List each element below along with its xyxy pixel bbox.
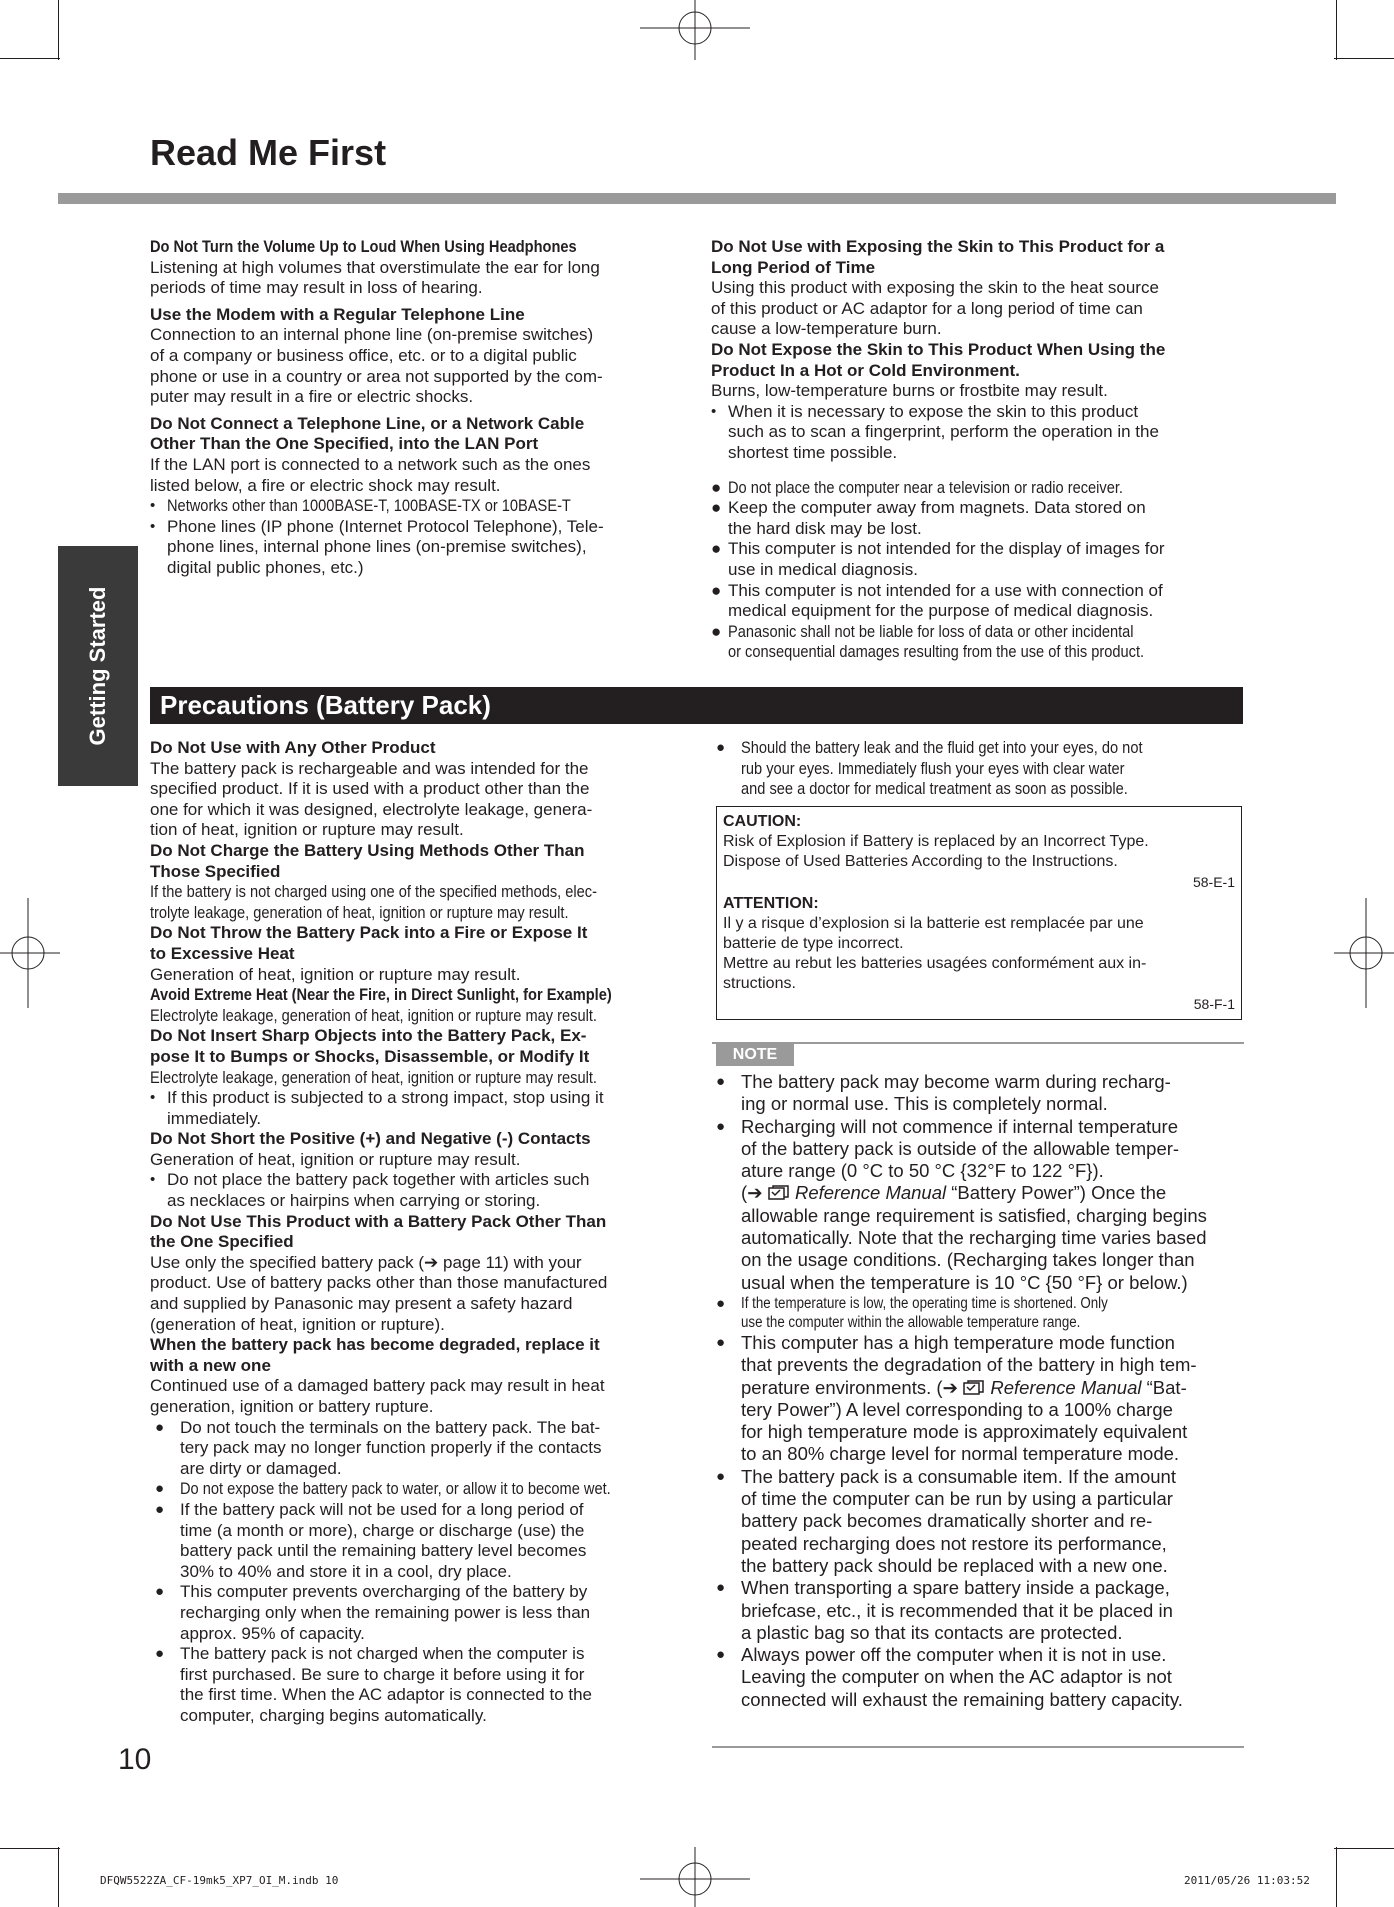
crop-mark (1336, 0, 1337, 60)
note-text: the battery pack should be replaced with a new one. (741, 1554, 1168, 1576)
list-item (711, 622, 1247, 663)
list-item-text: rub your eyes. Immediately flush your eyes with clear water (741, 758, 1125, 778)
footer-file-info: DFQW5522ZA_CF-19mk5_XP7_OI_M.indb 10 (100, 1874, 339, 1887)
body-text: one for which it was designed, electrolyte leakage, genera- (150, 799, 593, 819)
list-item-text: The battery pack is not charged when the computer is (180, 1644, 585, 1664)
note-item (711, 1466, 1247, 1577)
circle-bullet-icon: ● (711, 498, 722, 518)
list-item-text: Keep the computer away from magnets. Data stored on (728, 498, 1146, 518)
note-text: of time the computer can be run by using a particular (741, 1488, 1173, 1510)
note-item (711, 1332, 1247, 1466)
note-text: of the battery pack is outside of the allowable temper- (741, 1137, 1180, 1159)
note-text: a plastic bag so that its contacts are protected. (741, 1621, 1123, 1643)
section-heading: Do Not Insert Sharp Objects into the Battery Pack, Ex- (150, 1026, 587, 1046)
list-item-text: battery pack until the remaining battery level becomes (180, 1541, 587, 1561)
body-text: The battery pack is rechargeable and was intended for the (150, 758, 589, 778)
bullet-dot-icon: • (150, 1089, 156, 1107)
note-text: that prevents the degradation of the battery in high tem- (741, 1354, 1197, 1376)
note-text: connected will exhaust the remaining battery capacity. (741, 1688, 1183, 1710)
section-heading: Do Not Use with Any Other Product (150, 738, 436, 757)
note-ref-prefix: perature environments. (➔ (741, 1376, 964, 1398)
section-heading: Do Not Charge the Battery Using Methods Other Than (150, 840, 585, 860)
list-item (150, 1500, 686, 1582)
circle-bullet-list (711, 478, 1247, 663)
section-heading: Product In a Hot or Cold Environment. (711, 360, 1020, 380)
crop-mark (58, 0, 59, 60)
note-text: ing or normal use. This is completely normal. (741, 1093, 1108, 1115)
reference-manual-icon (963, 1380, 985, 1396)
circle-bullet-icon: ● (716, 1333, 726, 1351)
body-text: Use only the specified battery pack (➔ page 11) with your (150, 1252, 582, 1272)
note-text: Leaving the computer on when the AC adaptor is not (741, 1666, 1172, 1688)
body-text: product. Use of battery packs other than those manufactured (150, 1273, 608, 1293)
list-item (150, 1170, 686, 1211)
circle-bullet-icon: ● (711, 621, 722, 641)
section-heading: Avoid Extreme Heat (Near the Fire, in Direct Sunlight, for Example) (150, 985, 612, 1005)
list-item-text: digital public phones, etc.) (167, 557, 364, 577)
list-item (150, 1418, 686, 1480)
note-text: automatically. Note that the recharging time varies based (741, 1227, 1207, 1249)
crop-mark (0, 1848, 60, 1849)
list-item-text: 30% to 40% and store it in a cool, dry place. (180, 1561, 512, 1581)
list-item-text: and see a doctor for medical treatment as soon as possible. (741, 779, 1128, 799)
circle-bullet-icon: ● (716, 1073, 726, 1090)
section-heading: Those Specified (150, 861, 281, 881)
section-title: Precautions (Battery Pack) (160, 690, 491, 720)
list-item-text: Should the battery leak and the fluid get into your eyes, do not (741, 738, 1143, 757)
list-item-text: time (a month or more), charge or discharge (use) the (180, 1520, 585, 1540)
list-item-text: the hard disk may be lost. (728, 518, 922, 538)
note-list (711, 1071, 1247, 1711)
section-heading: to Excessive Heat (150, 943, 295, 963)
section-heading: Use the Modem with a Regular Telephone Line (150, 304, 525, 324)
caution-text: Risk of Explosion if Battery is replaced by an Incorrect Type. (723, 833, 1149, 850)
note-ref-rest: “Battery Power”) Once the (946, 1182, 1167, 1204)
circle-bullet-icon: ● (716, 1579, 726, 1597)
body-text: of this product or AC adaptor for a long period of time can (711, 298, 1143, 318)
section-heading: Do Not Connect a Telephone Line, or a Network Cable (150, 413, 585, 433)
crop-mark (0, 58, 60, 59)
body-text: (generation of heat, ignition or rupture). (150, 1314, 445, 1334)
note-text: battery pack becomes dramatically shorter and re- (741, 1510, 1153, 1532)
note-item (711, 1577, 1247, 1644)
section-heading: Do Not Expose the Skin to This Product When Using the (711, 339, 1166, 359)
circle-bullet-icon: ● (716, 1646, 726, 1664)
body-text: specified product. If it is used with a product other than the (150, 779, 590, 799)
list-item-text: Do not place the battery pack together with articles such (167, 1170, 590, 1190)
note-item (711, 1644, 1247, 1711)
list-item-text: as necklaces or hairpins when carrying or storing. (167, 1191, 541, 1211)
note-text: to an 80% charge level for normal temperature mode. (741, 1443, 1180, 1465)
bullet-list (150, 1170, 686, 1211)
battery-left-column (150, 738, 686, 1727)
list-item-text: Panasonic shall not be liable for loss of data or other incidental (728, 621, 1134, 641)
body-text: Electrolyte leakage, generation of heat, ignition or rupture may result. (150, 1005, 597, 1025)
circle-bullet-icon: ● (155, 1418, 165, 1436)
circle-bullet-icon: ● (716, 1467, 726, 1485)
caution-code: 58-E-1 (1192, 874, 1235, 890)
attention-title: ATTENTION: (723, 895, 819, 912)
list-item (711, 539, 1247, 580)
section-heading: Long Period of Time (711, 257, 876, 277)
list-item-text: use in medical diagnosis. (728, 559, 918, 579)
section-heading: Do Not Use with Exposing the Skin to This Product for a (711, 237, 1165, 256)
list-item-text: If this product is subjected to a strong impact, stop using it (167, 1088, 604, 1108)
top-left-column (150, 237, 686, 579)
note-ref-rest: “Bat- (1141, 1376, 1187, 1398)
section-heading: with a new one (150, 1355, 271, 1375)
list-item-text: This computer prevents overcharging of the battery by (180, 1582, 588, 1602)
circle-bullet-icon: ● (155, 1645, 165, 1663)
list-item-text: This computer is not intended for the display of images for (728, 539, 1165, 559)
body-text: Connection to an internal phone line (on-premise switches) (150, 325, 594, 345)
list-item-text: medical equipment for the purpose of medical diagnosis. (728, 601, 1154, 621)
list-item-text: Do not expose the battery pack to water, or allow it to become wet. (180, 1479, 611, 1499)
body-text: generation, ignition or battery rupture. (150, 1397, 434, 1416)
crop-mark (1334, 58, 1394, 59)
note-item (711, 1071, 1247, 1116)
note-text: peated recharging does not restore its performance, (741, 1532, 1167, 1554)
note-text: ature range (0 °C to 50 °C {32°F to 122 °F}). (741, 1160, 1104, 1182)
title-rule (58, 193, 1336, 204)
note-ref-title: Reference Manual (794, 1182, 947, 1204)
list-item (150, 517, 686, 579)
note-text: Always power off the computer when it is not in use. (741, 1644, 1167, 1666)
bullet-dot-icon: • (711, 402, 717, 420)
list-item (150, 1088, 686, 1129)
note-ref-line (741, 1182, 1247, 1204)
note-text: When transporting a spare battery inside a package, (741, 1577, 1170, 1599)
list-item (711, 498, 1247, 539)
body-text: Using this product with exposing the skin to the heat source (711, 278, 1159, 298)
body-text: Electrolyte leakage, generation of heat, ignition or rupture may result. (150, 1067, 597, 1087)
top-right-column (711, 237, 1247, 663)
circle-bullet-icon: ● (155, 1480, 165, 1498)
list-item-text: tery pack may no longer function properly if the contacts (180, 1438, 602, 1458)
list-item-text: If the battery pack will not be used for a long period of (180, 1499, 584, 1519)
note-ref-line (741, 1377, 1247, 1399)
bullet-list (150, 496, 686, 578)
section-heading: the One Specified (150, 1232, 294, 1252)
attention-text: Mettre au rebut les batteries usagées conformément aux in- (723, 955, 1147, 972)
list-item-text: shortest time possible. (728, 442, 898, 462)
registration-mark-icon (1334, 898, 1394, 1008)
body-text: listed below, a fire or electric shock may result. (150, 475, 501, 495)
attention-code: 58-F-1 (1193, 996, 1235, 1012)
body-text: periods of time may result in loss of hearing. (150, 278, 483, 298)
registration-mark-icon (640, 0, 750, 60)
circle-bullet-icon: ● (155, 1583, 165, 1601)
section-heading: Do Not Throw the Battery Pack into a Fire or Expose It (150, 923, 588, 943)
caution-text: Dispose of Used Batteries According to the Instructions. (723, 853, 1118, 870)
list-item-text: are dirty or damaged. (180, 1458, 342, 1478)
bullet-dot-icon: • (150, 497, 156, 515)
section-heading: Do Not Short the Positive (+) and Negative (-) Contacts (150, 1129, 591, 1149)
caution-box (716, 806, 1242, 1020)
side-tab-label: Getting Started (85, 586, 110, 746)
list-item-text: Phone lines (IP phone (Internet Protocol Telephone), Tele- (167, 516, 604, 536)
bullet-list (150, 1088, 686, 1129)
list-item-text: or consequential damages resulting from the use of this product. (728, 642, 1145, 662)
list-item-text: Do not place the computer near a television or radio receiver. (728, 477, 1123, 497)
note-text: The battery pack may become warm during recharg- (741, 1071, 1171, 1092)
note-text: Recharging will not commence if internal temperature (741, 1115, 1179, 1137)
body-text: puter may result in a fire or electric shocks. (150, 387, 474, 407)
page-title: Read Me First (150, 132, 387, 173)
body-text: phone or use in a country or area not supported by the com- (150, 366, 603, 386)
caution-title: CAUTION: (723, 813, 802, 830)
body-text: cause a low-temperature burn. (711, 319, 942, 339)
note-bottom-rule (712, 1746, 1244, 1748)
list-item-text: When it is necessary to expose the skin to this product (728, 401, 1139, 421)
attention-text: Il y a risque d’explosion si la batterie est remplacée par une (723, 915, 1144, 932)
circle-bullet-list (711, 738, 1247, 800)
body-text: Generation of heat, ignition or rupture may result. (150, 1149, 521, 1169)
crop-mark (1334, 1848, 1394, 1849)
note-text: on the usage conditions. (Recharging takes longer than (741, 1249, 1195, 1271)
body-text: Listening at high volumes that overstimulate the ear for long (150, 257, 600, 277)
note-text: for high temperature mode is approximately equivalent (741, 1421, 1188, 1443)
note-text: tery Power”) A level corresponding to a 100% charge (741, 1398, 1173, 1420)
bullet-dot-icon: • (150, 517, 156, 535)
circle-bullet-icon: ● (711, 580, 722, 600)
battery-right-top (711, 738, 1247, 800)
body-text: of a company or business office, etc. or to a digital public (150, 345, 577, 365)
note-text: usual when the temperature is 10 °C {50 °F} or below.) (741, 1271, 1188, 1293)
circle-bullet-icon: ● (716, 1294, 726, 1312)
list-item-text: first purchased. Be sure to charge it before using it for (180, 1664, 585, 1684)
body-text: Generation of heat, ignition or rupture may result. (150, 964, 521, 984)
list-item-text: recharging only when the remaining power is less than (180, 1602, 591, 1622)
list-item (150, 496, 686, 517)
list-item-text: approx. 95% of capacity. (180, 1623, 365, 1643)
section-heading: When the battery pack has become degraded, replace it (150, 1335, 600, 1355)
note-label: NOTE (716, 1043, 794, 1066)
list-item (711, 581, 1247, 622)
list-item (711, 402, 1247, 464)
list-item (150, 1644, 686, 1726)
note-ref-title: Reference Manual (990, 1376, 1142, 1398)
reference-manual-icon (768, 1185, 790, 1201)
list-item-text: such as to scan a fingerprint, perform the operation in the (728, 422, 1159, 442)
list-item (711, 478, 1247, 499)
bullet-list (711, 402, 1247, 464)
list-item-text: phone lines, internal phone lines (on-premise switches), (167, 537, 587, 557)
list-item (150, 1479, 686, 1500)
circle-bullet-icon: ● (716, 1117, 726, 1135)
note-text: If the temperature is low, the operating time is shortened. Only (741, 1294, 1108, 1312)
attention-text: structions. (723, 975, 796, 992)
registration-mark-icon (640, 1847, 750, 1907)
list-item (711, 738, 1247, 800)
bullet-dot-icon: • (150, 1171, 156, 1189)
circle-bullet-icon: ● (155, 1500, 165, 1518)
list-item-text: immediately. (167, 1108, 262, 1128)
body-text: Burns, low-temperature burns or frostbite may result. (711, 381, 1108, 401)
page-number: 10 (118, 1743, 152, 1776)
list-item-text: Do not touch the terminals on the battery pack. The bat- (180, 1417, 601, 1437)
section-heading: pose It to Bumps or Shocks, Disassemble, or Modify It (150, 1046, 590, 1066)
crop-mark (58, 1847, 59, 1907)
section-header (150, 687, 1243, 724)
body-text: Continued use of a damaged battery pack may result in heat (150, 1376, 605, 1396)
note-text: use the computer within the allowable temperature range. (741, 1313, 1081, 1331)
attention-text: batterie de type incorrect. (723, 935, 904, 952)
circle-bullet-icon: ● (711, 477, 722, 497)
body-text: If the LAN port is connected to a network such as the ones (150, 454, 591, 474)
section-heading: Do Not Use This Product with a Battery Pack Other Than (150, 1211, 607, 1231)
body-text: tion of heat, ignition or rupture may result. (150, 820, 464, 840)
list-item-text: the first time. When the AC adaptor is connected to the (180, 1685, 593, 1705)
note-item (711, 1116, 1247, 1294)
circle-bullet-icon: ● (716, 739, 726, 756)
side-tab (58, 546, 138, 786)
circle-bullet-list (150, 1418, 686, 1727)
body-text: If the battery is not charged using one of the specified methods, elec- (150, 882, 597, 902)
note-text: The battery pack is a consumable item. If the amount (741, 1465, 1176, 1487)
list-item-text: computer, charging begins automatically. (180, 1705, 487, 1725)
crop-mark (1336, 1847, 1337, 1907)
body-text: and supplied by Panasonic may present a safety hazard (150, 1294, 573, 1314)
footer-timestamp: 2011/05/26 11:03:52 (1184, 1874, 1310, 1887)
list-item-text: This computer is not intended for a use with connection of (728, 580, 1163, 600)
body-text: trolyte leakage, generation of heat, ignition or rupture may result. (150, 902, 569, 922)
list-item (150, 1582, 686, 1644)
note-item (711, 1294, 1247, 1332)
section-heading: Other Than the One Specified, into the LAN Port (150, 434, 539, 454)
section-heading: Do Not Turn the Volume Up to Loud When Using Headphones (150, 237, 577, 256)
note-text: briefcase, etc., it is recommended that it be placed in (741, 1599, 1173, 1621)
note-text: allowable range requirement is satisfied, charging begins (741, 1204, 1207, 1226)
list-item-text: Networks other than 1000BASE-T, 100BASE-TX or 10BASE-T (167, 496, 571, 516)
note-list-container (711, 1071, 1247, 1711)
note-text: This computer has a high temperature mode function (741, 1331, 1175, 1353)
note-ref-prefix: (➔ (741, 1182, 768, 1204)
circle-bullet-icon: ● (711, 539, 722, 559)
registration-mark-icon (0, 898, 60, 1008)
